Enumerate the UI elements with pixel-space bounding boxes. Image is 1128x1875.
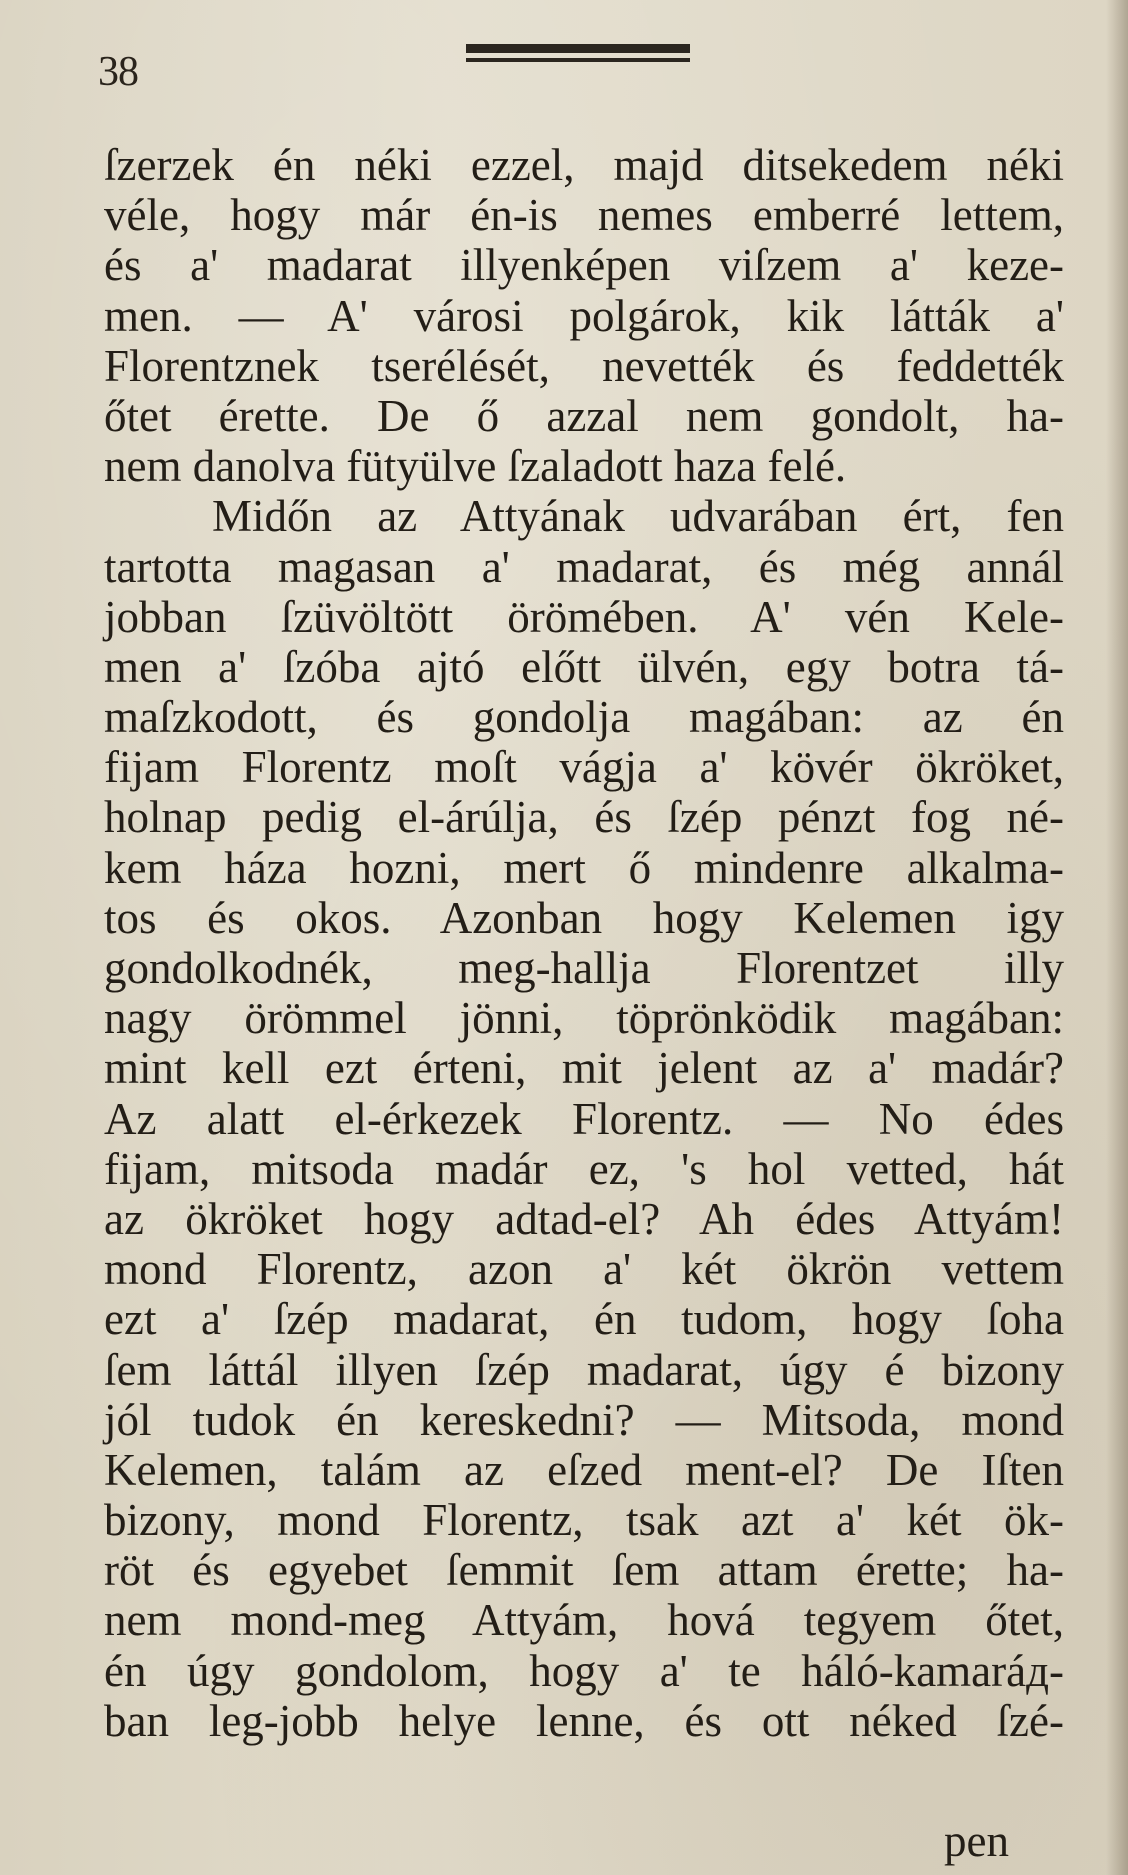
text-line: men a' ſzóba ajtó előtt ülvén, egy botra tá-	[104, 641, 1064, 692]
text-line: az ökröket hogy adtad-el? Ah édes Attyám!	[104, 1193, 1064, 1244]
text-line: fijam Florentz moſt vágja a' kövér ökröket,	[104, 742, 1064, 793]
text-line: én úgy gondolom, hogy a' te háló-kamaráд-	[104, 1645, 1064, 1696]
text-line: men. — A' városi polgárok, kik látták a'	[104, 290, 1064, 341]
text-line: ſzerzek én néki ezzel, majd ditsekedem néki	[104, 140, 1064, 190]
text-line: jól tudok én kereskedni? — Mitsoda, mond	[104, 1394, 1064, 1445]
text-line: tartotta magasan a' madarat, és még annál	[104, 541, 1064, 592]
text-line: nem mond-meg Attyám, hová tegyem őtet,	[104, 1595, 1064, 1646]
catchword: pen	[944, 1816, 1009, 1866]
page-number: 38	[98, 49, 138, 95]
header-ornament	[466, 44, 690, 66]
text-line: véle, hogy már én-is nemes emberré lettem,	[104, 190, 1064, 241]
text-line: nagy örömmel jönni, töprönködik magában:	[104, 993, 1064, 1044]
text-line: maſzkodott, és gondolja magában: az én	[104, 692, 1064, 743]
body-text	[104, 140, 1064, 1746]
text-line: Kelemen, talám az eſzed ment-el? De Iſten	[104, 1444, 1064, 1495]
text-line: bizony, mond Florentz, tsak azt a' két ök-	[104, 1495, 1064, 1546]
text-line: ban leg-jobb helye lenne, és ott néked ſzé-	[104, 1695, 1064, 1746]
text-line: nem danolva fütyülve ſzaladott haza felé.	[104, 441, 847, 492]
text-line: fijam, mitsoda madár ez, 's hol vetted, hát	[104, 1143, 1064, 1194]
text-line: őtet érette. De ő azzal nem gondolt, ha-	[104, 390, 1064, 441]
text-line: és a' madarat illyenképen viſzem a' keze-	[104, 240, 1064, 291]
text-line: tos és okos. Azonban hogy Kelemen igy	[104, 892, 1064, 943]
paragraph-start-line: Midőn az Attyának udvarában ért, fen	[212, 491, 1064, 542]
text-line: ſem láttál illyen ſzép madarat, úgy é bizony	[104, 1344, 1064, 1395]
text-line: holnap pedig el-árúlja, és ſzép pénzt fog né-	[104, 792, 1064, 843]
text-line: gondolkodnék, meg-hallja Florentzet illy	[104, 943, 1064, 993]
text-line: Florentznek tserélését, nevették és feddették	[104, 340, 1064, 391]
text-line: mond Florentz, azon a' két ökrön vettem	[104, 1244, 1064, 1295]
text-line: röt és egyebet ſemmit ſem attam érette; ha-	[104, 1545, 1064, 1596]
ornament-bar-bottom	[466, 58, 690, 62]
text-line: mint kell ezt érteni, mit jelent az a' madár?	[104, 1043, 1064, 1094]
text-line: ezt a' ſzép madarat, én tudom, hogy ſoha	[104, 1294, 1064, 1345]
text-line: kem háza hozni, mert ő mindenre alkalma-	[104, 842, 1064, 893]
ornament-bar-top	[466, 44, 690, 53]
page-edge-shadow	[1106, 0, 1128, 1875]
text-line: Az alatt el-érkezek Florentz. — No édes	[104, 1093, 1064, 1144]
text-line: jobban ſzüvöltött örömében. A' vén Kele-	[104, 591, 1064, 642]
